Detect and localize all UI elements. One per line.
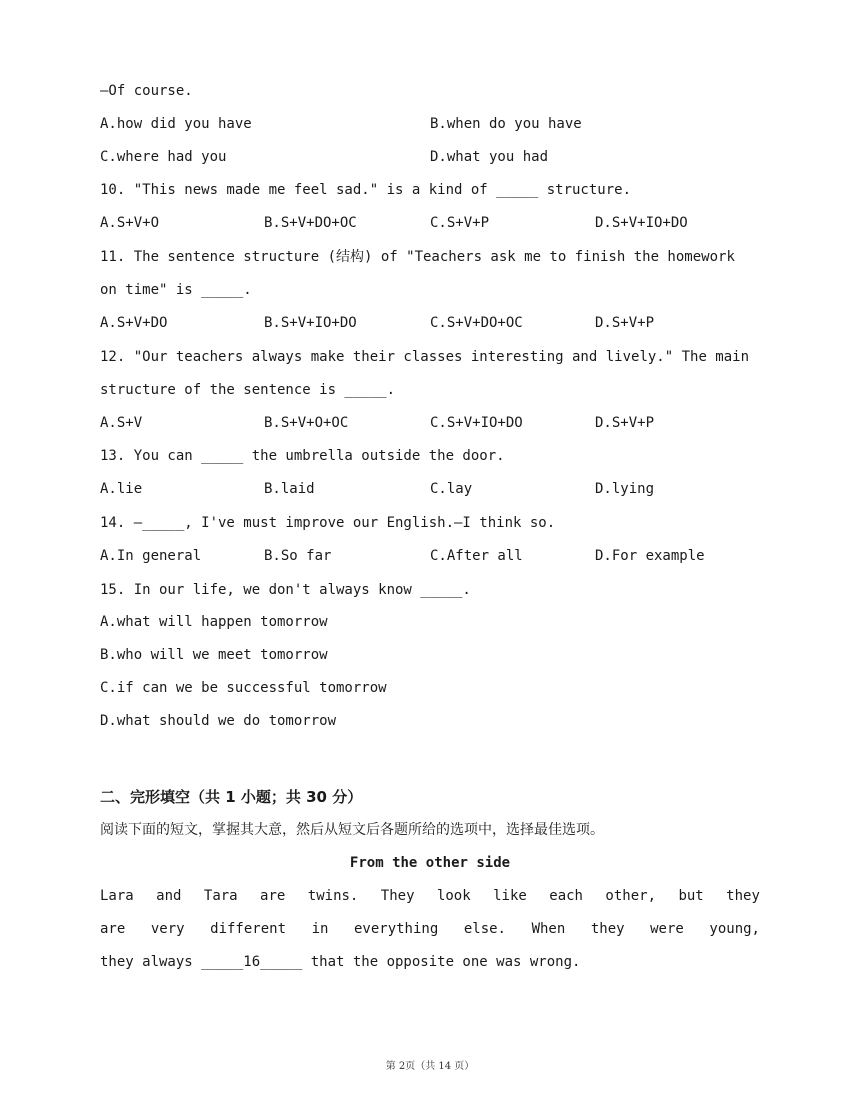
q12-option-d: D.S+V+P	[595, 415, 655, 431]
passage-title: From the other side	[349, 855, 511, 871]
q15-option-a: A.what will happen tomorrow	[100, 614, 328, 630]
q14-option-d: D.For example	[595, 548, 705, 564]
q15-option-b: B.who will we meet tomorrow	[100, 647, 328, 663]
q12-option-b: B.S+V+O+OC	[264, 415, 349, 431]
q14-option-a: A.In general	[100, 548, 202, 564]
q15-option-d: D.what should we do tomorrow	[100, 713, 337, 729]
q12-option-a: A.S+V	[100, 415, 143, 431]
q12-text-line2: structure of the sentence is _____.	[100, 382, 396, 398]
word: Tara	[203, 888, 238, 904]
q11-text-line1: 11. The sentence structure (结构) of "Teachers ask me to finish the homework	[100, 249, 735, 265]
q13-option-a: A.lie	[100, 481, 143, 497]
q10-text: 10. "This news made me feel sad." is a kind of _____ structure.	[100, 182, 632, 198]
word: When	[531, 921, 566, 937]
q9-option-d: D.what you had	[430, 149, 549, 165]
q10-option-d: D.S+V+IO+DO	[595, 215, 688, 231]
q13-option-c: C.lay	[430, 481, 473, 497]
word: and	[156, 888, 182, 904]
section-heading: 二、完形填空（共 1 小题；共 30 分）	[100, 788, 363, 806]
q14-option-c: C.After all	[430, 548, 523, 564]
q12-text-line1: 12. "Our teachers always make their classes interesting and lively." The main	[100, 349, 750, 365]
q10-option-b: B.S+V+DO+OC	[264, 215, 357, 231]
passage-line-2	[100, 919, 760, 939]
q15-text: 15. In our life, we don't always know _____.	[100, 582, 471, 598]
word: but	[678, 888, 704, 904]
word: very	[150, 921, 185, 937]
word: other,	[605, 888, 656, 904]
word: else.	[463, 921, 506, 937]
passage-line-3: they always _____16_____ that the opposite one was wrong.	[100, 954, 581, 970]
word: twins.	[307, 888, 359, 904]
word: Lara	[100, 888, 134, 904]
word: look	[436, 888, 471, 904]
q11-option-a: A.S+V+DO	[100, 315, 168, 331]
word: everything	[353, 921, 439, 937]
word: are	[100, 921, 126, 937]
q10-option-c: C.S+V+P	[430, 215, 490, 231]
q11-option-b: B.S+V+IO+DO	[264, 315, 357, 331]
q12-option-c: C.S+V+IO+DO	[430, 415, 523, 431]
q14-option-b: B.So far	[264, 548, 332, 564]
q9-option-c: C.where had you	[100, 149, 227, 165]
word: young,	[709, 921, 760, 937]
word: in	[311, 921, 329, 937]
q13-option-d: D.lying	[595, 481, 655, 497]
q9-option-b: B.when do you have	[430, 116, 582, 132]
word: They	[380, 888, 415, 904]
q13-option-b: B.laid	[264, 481, 315, 497]
word: were	[650, 921, 684, 937]
q9-option-a: A.how did you have	[100, 116, 252, 132]
word: different	[210, 921, 286, 937]
word: like	[493, 888, 527, 904]
word: each	[549, 888, 583, 904]
word: they	[726, 888, 760, 904]
answer-line: —Of course.	[100, 83, 193, 99]
passage-line-1	[100, 886, 760, 906]
q10-option-a: A.S+V+O	[100, 215, 160, 231]
q11-option-d: D.S+V+P	[595, 315, 655, 331]
q11-option-c: C.S+V+DO+OC	[430, 315, 523, 331]
q13-text: 13. You can _____ the umbrella outside the door.	[100, 448, 505, 464]
word: they	[590, 921, 625, 937]
q11-text-line2: on time" is _____.	[100, 282, 252, 298]
word: are	[260, 888, 286, 904]
q15-option-c: C.if can we be successful tomorrow	[100, 680, 387, 696]
section-instruction: 阅读下面的短文，掌握其大意，然后从短文后各题所给的选项中，选择最佳选项。	[100, 822, 604, 838]
page-footer: 第 2页（共 14 页）	[385, 1061, 475, 1072]
q14-text: 14. —_____, I've must improve our English.—I think so.	[100, 515, 556, 531]
